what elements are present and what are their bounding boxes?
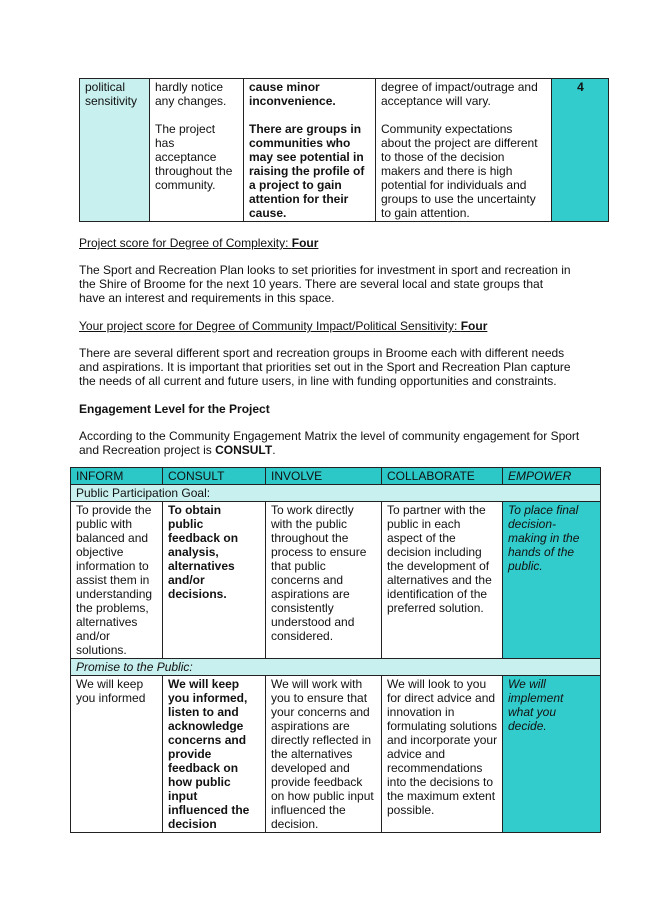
level-low-cell: hardly notice any changes. The project has acceptance throughout the community. [150,79,244,222]
promise-label: Promise to the Public: [71,659,601,676]
engagement-level: CONSULT [215,443,273,457]
header-involve: INVOLVE [266,468,382,485]
goal-row [71,502,601,659]
goal-label-row [71,485,601,502]
promise-label-row [71,659,601,676]
promise-consult: We will keep you informed, listen to and acknowledge concerns and provide feedback on how public input influenced the decision [163,676,266,833]
criteria-cell: political sensitivity [80,79,150,222]
promise-empower: We will implement what you decide. [503,676,601,833]
promise-row [71,676,601,833]
level-medium-cell: cause minor inconvenience. There are groups in communities who may see potential in raising the profile of a project to gain attention for their cause. [244,79,376,222]
complexity-score-value: Four [291,236,319,250]
header-collaborate: COLLABORATE [382,468,503,485]
engagement-end: . [272,443,276,457]
goal-involve: To work directly with the public throughout the process to ensure that public concerns and aspirations are consistently understood and considered. [266,502,382,659]
header-empower: EMPOWER [503,468,601,485]
community-engagement-matrix [70,467,601,833]
level-high-cell: degree of impact/outrage and acceptance will vary. Community expectations about the project are different to those of the decision makers and there is high potential for individuals and groups to use the uncertainty to gain attention. [376,79,552,222]
goal-label: Public Participation Goal: [71,485,601,502]
political-sensitivity-table [79,78,609,222]
complexity-score-line [79,236,599,250]
impact-score-value: Four [460,319,488,333]
header-consult: CONSULT [163,468,266,485]
table-row [80,79,609,222]
engagement-heading: Engagement Level for the Project [79,402,270,416]
promise-collaborate: We will look to you for direct advice and innovation in formulating solutions and incorporate your advice and recommendations into the decisions to the maximum extent possible. [382,676,503,833]
impact-score-line [79,319,599,333]
goal-inform: To provide the public with balanced and objective information to assist them in understanding the problems, alternatives and/or solutions. [71,502,163,659]
goal-consult: To obtain public feedback on analysis, alternatives and/or decisions. [163,502,266,659]
header-inform: INFORM [71,468,163,485]
impact-score-label: Your project score for Degree of Community Impact/Political Sensitivity: [79,319,461,333]
complexity-score-label: Project score for Degree of Complexity: [79,236,292,250]
engagement-paragraph [79,429,599,457]
promise-involve: We will work with you to ensure that your concerns and aspirations are directly reflected in the alternatives developed and provide feedback on how public input influenced the decision. [266,676,382,833]
complexity-paragraph: The Sport and Recreation Plan looks to set priorities for investment in sport and recreation in the Shire of Broome for the next 10 years. There are several local and state groups that have an interest and requirements in this space. [79,263,571,305]
goal-empower: To place final decision- making in the hands of the public. [503,502,601,659]
score-cell: 4 [552,79,609,222]
goal-collaborate: To partner with the public in each aspect of the decision including the development of alternatives and the identification of the preferred solution. [382,502,503,659]
engagement-text: According to the Community Engagement Matrix the level of community engagement for Sport and Recreation project is [79,429,580,457]
promise-inform: We will keep you informed [71,676,163,833]
matrix-header-row [71,468,601,485]
impact-paragraph: There are several different sport and recreation groups in Broome each with different needs and aspirations. It is important that priorities set out in the Sport and Recreation Plan capture the needs of all current and future users, in line with funding opportunities and constraints. [79,346,571,388]
